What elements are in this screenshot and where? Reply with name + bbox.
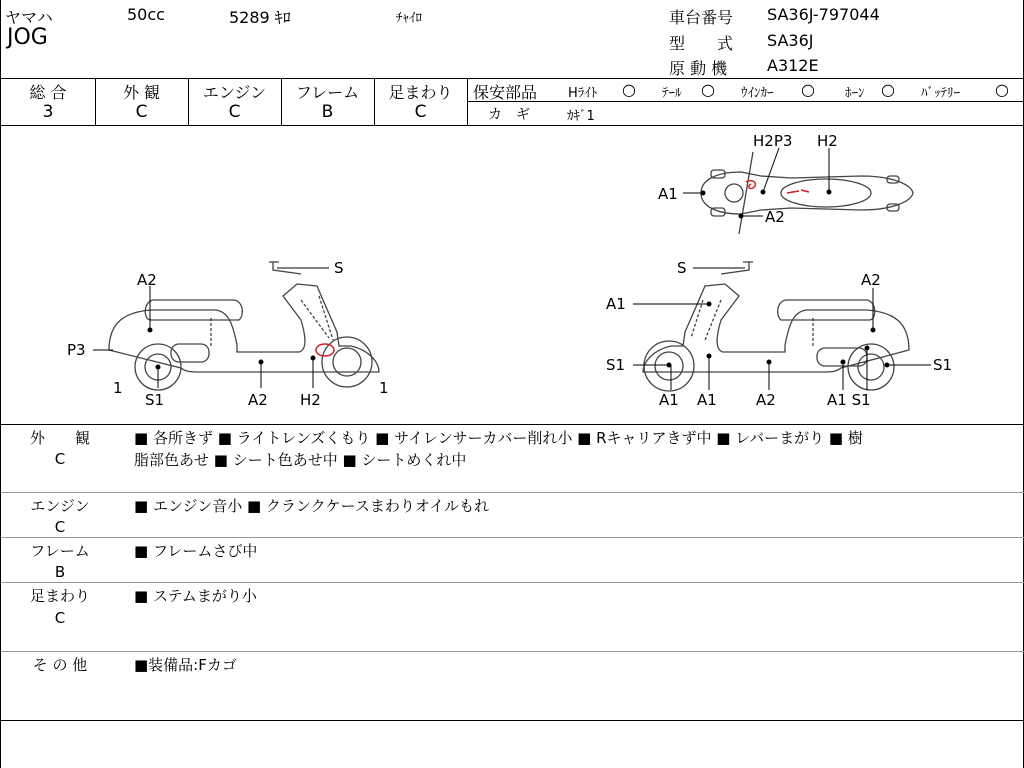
engine-section-grade: C (54, 518, 66, 536)
maker: ヤマハ (5, 8, 53, 27)
safety-winker: ｳｲﾝｶｰ (741, 86, 774, 101)
label-right-s: S (677, 259, 687, 277)
horn-ok-icon: ○ (881, 80, 895, 99)
model-name: JOG (7, 25, 48, 50)
engine-value: A312E (767, 56, 819, 75)
exterior-section-title: 外 観 (29, 429, 90, 447)
divider (1, 720, 1024, 721)
engine-comment-line1: ■ エンジン音小 ■ クランクケースまわりオイルもれ (134, 497, 490, 515)
key-label: カ ギ (488, 107, 530, 123)
label-top-a2: A2 (765, 208, 785, 226)
grade-exterior-label: 外 観 (122, 83, 161, 102)
grade-engine-value: C (228, 102, 241, 122)
divider (1, 78, 1024, 79)
grade-frame-value: B (321, 102, 334, 122)
key-value: ｶｷﾞ1 (567, 109, 595, 124)
frame-no: SA36J-797044 (767, 5, 880, 24)
divider (1, 492, 1024, 493)
divider (1, 424, 1024, 425)
exterior-comment-line2: 脂部色あせ ■ シート色あせ中 ■ シートめくれ中 (134, 451, 467, 469)
suspension-section-grade: C (54, 609, 66, 627)
label-left-a2: A2 (137, 271, 157, 289)
label-left-s: S (334, 259, 344, 277)
grade-overall-value: 3 (42, 102, 54, 122)
label-right-s1-left: S1 (606, 356, 626, 374)
safety-headlight: Hﾗｲﾄ (568, 86, 598, 101)
grade-overall-label: 総 合 (29, 83, 67, 102)
headlight-ok-icon: ○ (622, 80, 636, 99)
grade-suspension-value: C (414, 102, 427, 122)
frame-section-grade: B (54, 563, 66, 581)
suspension-section-title: 足まわり (29, 587, 90, 605)
other-comment-line1: ■装備品:Fカゴ (134, 656, 237, 674)
type-value: SA36J (767, 31, 814, 50)
suspension-comment-line1: ■ ステムまがり小 (134, 587, 257, 605)
frame-comment-line1: ■ フレームさび中 (134, 542, 258, 560)
divider (1, 582, 1024, 583)
frame-section-title: フレーム (30, 542, 90, 560)
label-left-h2: H2 (300, 391, 321, 409)
tail-ok-icon: ○ (701, 80, 715, 99)
grade-engine-label: エンジン (202, 83, 267, 102)
grade-exterior-value: C (135, 102, 148, 122)
damage-mark (787, 190, 809, 193)
frame-no-label: 車台番号 (669, 8, 734, 27)
safety-horn: ﾎｰﾝ (845, 86, 865, 101)
label-left-p3: P3 (67, 341, 86, 359)
safety-battery: ﾊﾞｯﾃﾘｰ (921, 86, 960, 101)
type-label: 型 式 (669, 34, 734, 53)
displacement: 50cc (127, 5, 165, 24)
divider (467, 101, 1024, 102)
scooter-top-view (701, 152, 913, 234)
label-left-1b: 1 (379, 379, 389, 397)
label-right-s1-right: S1 (933, 356, 953, 374)
winker-ok-icon: ○ (801, 80, 815, 99)
label-left-s1: S1 (145, 391, 165, 409)
grade-frame-label: フレーム (295, 83, 360, 102)
label-right-bottom-a1s1: A1 S1 (827, 391, 871, 409)
engine-section-title: エンジン (30, 497, 90, 515)
label-top-a1: A1 (658, 185, 678, 203)
label-right-bottom-a1a: A1 (659, 391, 679, 409)
safety-tail: ﾃｰﾙ (662, 86, 682, 101)
safety-title: 保安部品 (473, 83, 538, 102)
label-right-bottom-a2: A2 (756, 391, 776, 409)
mileage: 5289 ｷﾛ (229, 8, 291, 27)
label-left-a2b: A2 (248, 391, 268, 409)
exterior-comment-line1: ■ 各所きず ■ ライトレンズくもり ■ サイレンサーカバー削れ小 ■ Rキャリアきず中 ■ レバーまがり ■ 樹 (134, 429, 863, 447)
damage-diagram (1, 126, 1024, 424)
color: ﾁｬｲﾛ (396, 11, 422, 26)
label-right-bottom-a1b: A1 (697, 391, 717, 409)
label-right-a2: A2 (861, 271, 881, 289)
label-top-h2: H2 (817, 132, 838, 150)
battery-ok-icon: ○ (995, 80, 1009, 99)
label-top-h2p3: H2P3 (753, 132, 793, 150)
exterior-section-grade: C (54, 450, 66, 468)
divider (1, 537, 1024, 538)
other-section-title: そ の 他 (32, 656, 88, 674)
label-left-1: 1 (113, 379, 123, 397)
engine-label: 原 動 機 (669, 59, 728, 78)
label-right-a1: A1 (606, 295, 626, 313)
grade-suspension-label: 足まわり (388, 83, 453, 102)
divider (1, 651, 1024, 652)
